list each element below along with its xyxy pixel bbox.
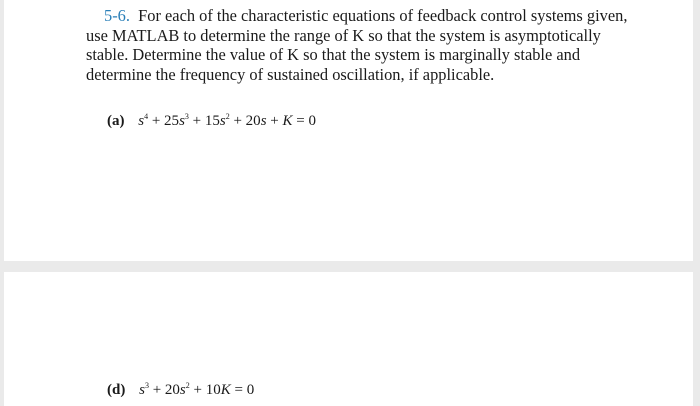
part-d-equation: $s^3 + 20s^2 + 10K = 0$ [139, 381, 255, 398]
part-d-equation-row [107, 381, 254, 399]
problem-card-bottom [4, 272, 693, 406]
problem-statement [86, 6, 646, 84]
part-a-equation-row [107, 112, 316, 130]
part-a-label: (a) [107, 113, 125, 129]
problem-number: 5-6. [104, 6, 130, 25]
problem-card-top [4, 0, 693, 261]
part-a-equation: $s^4 + 25s^3 + 15s^2 + 20s + K = 0$ [138, 112, 316, 129]
problem-body: For each of the characteristic equations of feedback control systems given, use MATLAB to determine the range of K so that the system is asymptotically stable. Determine the value of K so that the system is marginally stable and determine the frequency of sustained oscillation, if applicable. [86, 6, 628, 84]
part-d-label: (d) [107, 382, 126, 398]
